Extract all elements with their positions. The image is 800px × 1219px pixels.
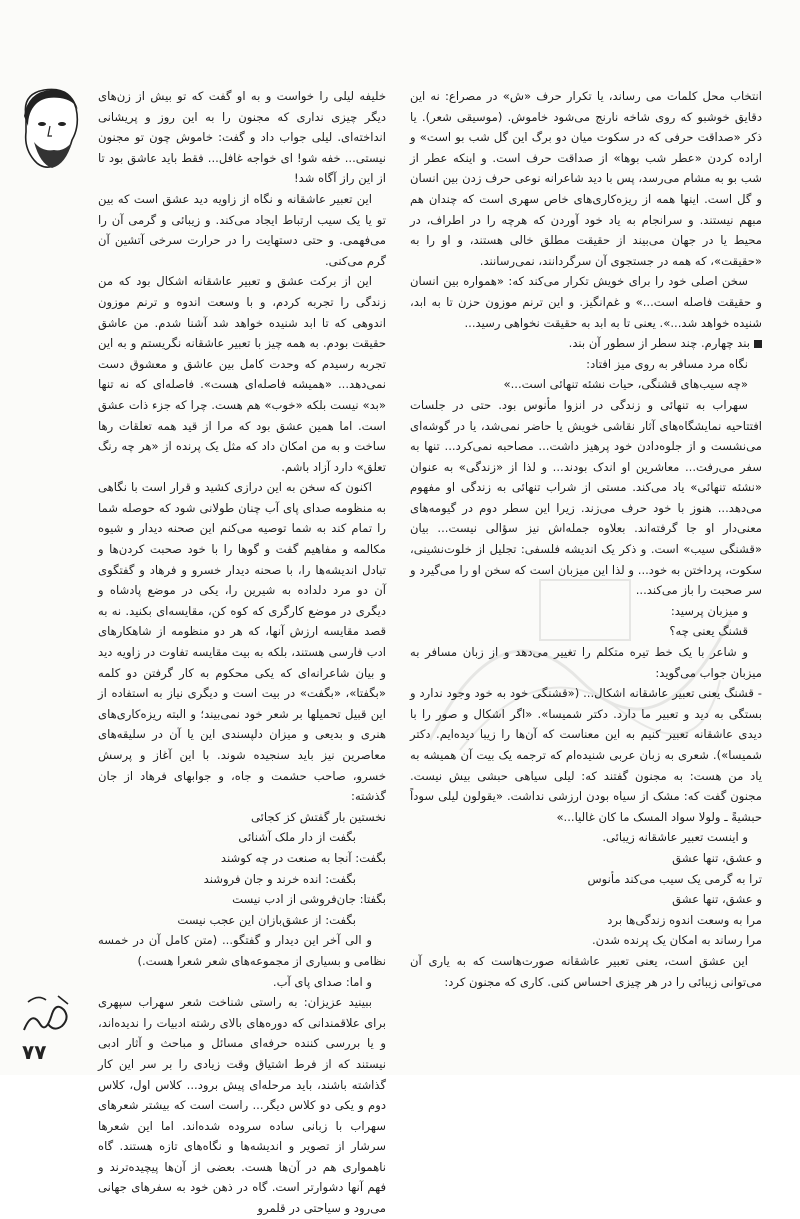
left-text-column	[98, 86, 386, 1219]
quoted-verse: «چه سیب‌های قشنگی، حیات نشئه تنهائی است...»	[503, 377, 748, 392]
paragraph: انتخاب محل کلمات می رساند، یا تکرار حرف «ش» در مصراع: نه این دقایق خوشبو که روی شاخه نارنج می‌شود خاموش. (موسیقی شعر). یا ذکر «صداقت حرفی که در سکوت میان دو برگ این گل شب بو است» و اراده کردن «عطر شب بوها» از صداقت حرف است. و اینکه عطر از شب بو به مشام می‌رسد، پس با دید شاعرانه نوعی حرف زدن بین انسان و گل است. اینها همه از ریزه‌کاری‌های خاص سهری است که چندان هم مبهم نیستند. و سرانجام به یاد خود آوردن که هرچه را در اطراف، در محیط یا در جهان می‌بیند از حقیقت مطلق خالی هستند، و او را به «حقیقت»، که همه در جستجوی آن سرگردانند، نمی‌رسانند.	[410, 89, 762, 268]
verse-line: و عشق، تنها عشق	[672, 850, 762, 865]
paragraph: ببینید عزیزان: به راستی شناخت شعر سهراب سپهری برای علاقمندانی که دوره‌های بالای رشته ادبیات را ندیده‌اند، و یا بررسی کننده حرفه‌ای مسائل و مباحث و آثار ادبی نیستند که از فرط اشتیاق وقت زیادی را بر سر این کار گذاشته باشند، باید مرحله‌ای پیش برود... کلاس اول، کلاس دوم و یکی دو کلاس دیگر... راست است که بیشتر شعرهای سهراب با زبانی ساده سروده شده‌اند. اما این شعرها سرشار از تصویر و اندیشه‌ها و نگاه‌های تازه هستند. گاه ناهمواری هم در آن‌ها هست. بعضی از آن‌ها پیچیده‌ترند و فهم آنها دشوارتر است. گاه در ذهن خود به سفرهای جهانی می‌رود و سیاحتی در قلمرو	[98, 995, 386, 1216]
page-number: ۷۷	[22, 1040, 47, 1064]
right-text-column	[410, 86, 762, 992]
verse-line: نخستین بار گفتش کز کجائی	[251, 809, 386, 824]
paragraph: و اما: صدای پای آب.	[272, 974, 372, 989]
paragraph: قشنگ یعنی چه؟	[669, 624, 748, 639]
author-portrait-sketch	[14, 86, 86, 172]
paragraph: سخن اصلی خود را برای خویش تکرار می‌کند که: «همواره بین انسان و حقیقت فاصله است...» و غم‌انگیز. و این ترنم موزون حزن تا به ابد، شنیده خواهد شد...». یعنی تا به ابد به حقیقت نخواهی رسید...	[410, 274, 762, 330]
section-marker-icon	[754, 340, 762, 348]
paragraph: این از برکت عشق و تعبیر عاشقانه اشکال بود که من زندگی را تجربه کردم، و با وسعت اندوه و ترنم موزون اندوهی که تا ابد شنیده خواهد شد آشنا شدم. من عاشق حقیقت بودم. به همه چیز با تعبیر عاشقانه نگریستم و به این تجربه رسیدم که وحدت کامل بین عاشق و معشوق دست نمی‌دهد... «همیشه فاصله‌ای هست». فاصله‌ای که نه تنها «بد» نیست بلکه «خوب» هم هست. چرا که جزء ذات عشق است. اما همین عشق بود که مرا از قید همه تعلقات رها ساخت و به من امکان داد که مثل یک پرنده از «هر چه رنگ تعلق» دارد آزاد باشم.	[98, 274, 386, 474]
paragraph: و شاعر با یک خط تیره متکلم را تغییر می‌دهد و از زبان مسافر به میزبان جواب می‌گوید:	[410, 645, 762, 680]
verse-line: و عشق، تنها عشق	[672, 892, 762, 907]
verse-line: مرا به وسعت اندوه زندگی‌ها برد	[607, 912, 762, 927]
paragraph: و اینست تعبیر عاشقانه زیبائی.	[602, 830, 748, 845]
paragraph: - قشنگ یعنی تعبیر عاشقانه اشکال... («قشنگی خود به خود وجود ندارد و بستگی به دید و تعبیر ما دارد. دکتر شمیسا». «اگر اشکال و صور را با دیدی عاشقانه تعبیر کنیم به این معناست که آن‌ها را زیبا دیده‌ایم. دکتر شمیسا»). شعری به زبان عربی شنیده‌ام که ترجمه یک بیت آن همیشه به یاد من هست: به مجنون گفتند که: لیلی سیاهی حبشی بیش نیست. مجنون گفت که: مشک از سیاه بودن ارزشی نداشت. «یقولون لیلی سوداً حبشیةً ـ ولولا سواد المسک ما کان غالیا...»	[410, 686, 762, 824]
verse-line: بگفتا: جان‌فروشی از ادب نیست	[232, 892, 386, 907]
verse-line: بگفت: انده خرند و جان فروشند	[203, 871, 356, 886]
paragraph: این عشق است، یعنی تعبیر عاشقانه صورت‌هاست که به یاری آن می‌توانی زیبائی را در هر چیزی احساس کنی. کاری که مجنون کرد:	[410, 953, 762, 989]
paragraph: نگاه مرد مسافر به روی میز افتاد:	[586, 356, 748, 371]
paragraph: خلیفه لیلی را خواست و به او گفت که تو بیش از زن‌های دیگر چیزی نداری که مجنون را به این روز و پریشانی انداخته‌ای. لیلی جواب داد و گفت: خاموش چون تو مجنون نیستی... خفه شو! ای خواجه غافل... فقط باید عاشق بود تا از این راز آگاه شد!	[98, 89, 386, 186]
paragraph: اکنون که سخن به این درازی کشید و قرار است با نگاهی به منظومه صدای پای آب چنان طولانی شود که حوصله شما را تمام کند به شما توصیه می‌کنم این صحنه دیدار و شیوه مکالمه و مفاهیم گفت و گوها را با خود صحبت کردن‌ها و تبادل اندیشه‌ها را، با صحنه دیدار خسرو و فرهاد و گفتگوی آن دو مرد دلداده به شیرین را، یکی در موضع پادشاه و دیگری در موضع کارگری که کوه کن، مقایسه‌ای بکنید. نه به قصد مقایسه ارزش آنها، که هر دو منظومه از شاهکارهای ادب فارسی هستند، بلکه به بیت مقایسه تفاوت در زاویه دید و بیان شاعرانه‌ای که یکی محکوم به کار گرفتن دو کلمه «بگفتا»، «بگفت» در بیت است و دیگری نیاز به استفاده از این قبیل تحمیلها بر شعر خود نمی‌بیند؛ و البته ریزه‌کاری‌های هنری و بدیعی و میزان دلپسندی این یا آن در سلیقه‌های معاصرین نیز باید سنجیده شوند. با این آغاز و پرسش خسرو، صاحب حشمت و جاه، و جوابهای فرهاد از جان گذشته:	[98, 480, 386, 804]
paragraph: سهراب به تنهائی و زندگی در انزوا مأنوس بود. حتی در جلسات افتتاحیه نمایشگاه‌های آثار نقاشی خویش یا حاضر نمی‌شد، یا در گوشه‌ای می‌نشست و از جلوه‌دادن خود پرهیز داشت... مصاحبه نمی‌کرد... تنها به سفر می‌رفت... معاشرین او اندک بودند... و لذا از «زندگی» به عنوان «نشئه تنهائی» یاد می‌کند. مستی از شراب تنهائی به زندگی او مفهوم می‌دهد... هنوز با خود حرف می‌زند. زیرا این سطر دوم در گیومه‌های معنی‌دار او جا گرفته‌اند. بعلاوه جمله‌اش نیز سؤالی نیست... بیان «قشنگی سیب» است. و ذکر یک اندیشه فلسفی: تجلیل از خلوت‌نشینی، سکوت، پرداختن به خود... و لذا این میزبان است که سخن او را می‌گیرد و سر صحبت را باز می‌کند...	[410, 397, 762, 598]
paragraph: و الی آخر این دیدار و گفتگو... (متن کامل آن در خمسه نظامی و بسیاری از مجموعه‌های شعر شعرا هست.)	[98, 933, 386, 968]
verse-line: مرا رساند به امکان یک پرنده شدن.	[591, 933, 762, 948]
paragraph: و میزبان پرسید:	[670, 603, 748, 618]
paragraph: این تعبیر عاشقانه و نگاه از زاویه دید عشق است که بین تو یا یک سیب ارتباط ایجاد می‌کند. و زیبائی و گرمی آن را می‌فهمی. و حتی دستهایت را در حرارت سرخی آتشین آن گرم می‌کنی.	[98, 191, 386, 268]
verse-line: بگفت: از عشق‌بازان این عجب نیست	[177, 912, 356, 927]
artist-signature	[18, 990, 76, 1038]
verse-line: ترا به گرمی یک سیب می‌کند مأنوس	[587, 871, 762, 886]
verse-line: بگفت: آنجا به صنعت در چه کوشند	[220, 850, 386, 865]
verse-line: بگفت از دار ملک آشنائی	[238, 830, 356, 845]
section-heading: بند چهارم. چند سطر از سطور آن بند.	[410, 333, 762, 354]
